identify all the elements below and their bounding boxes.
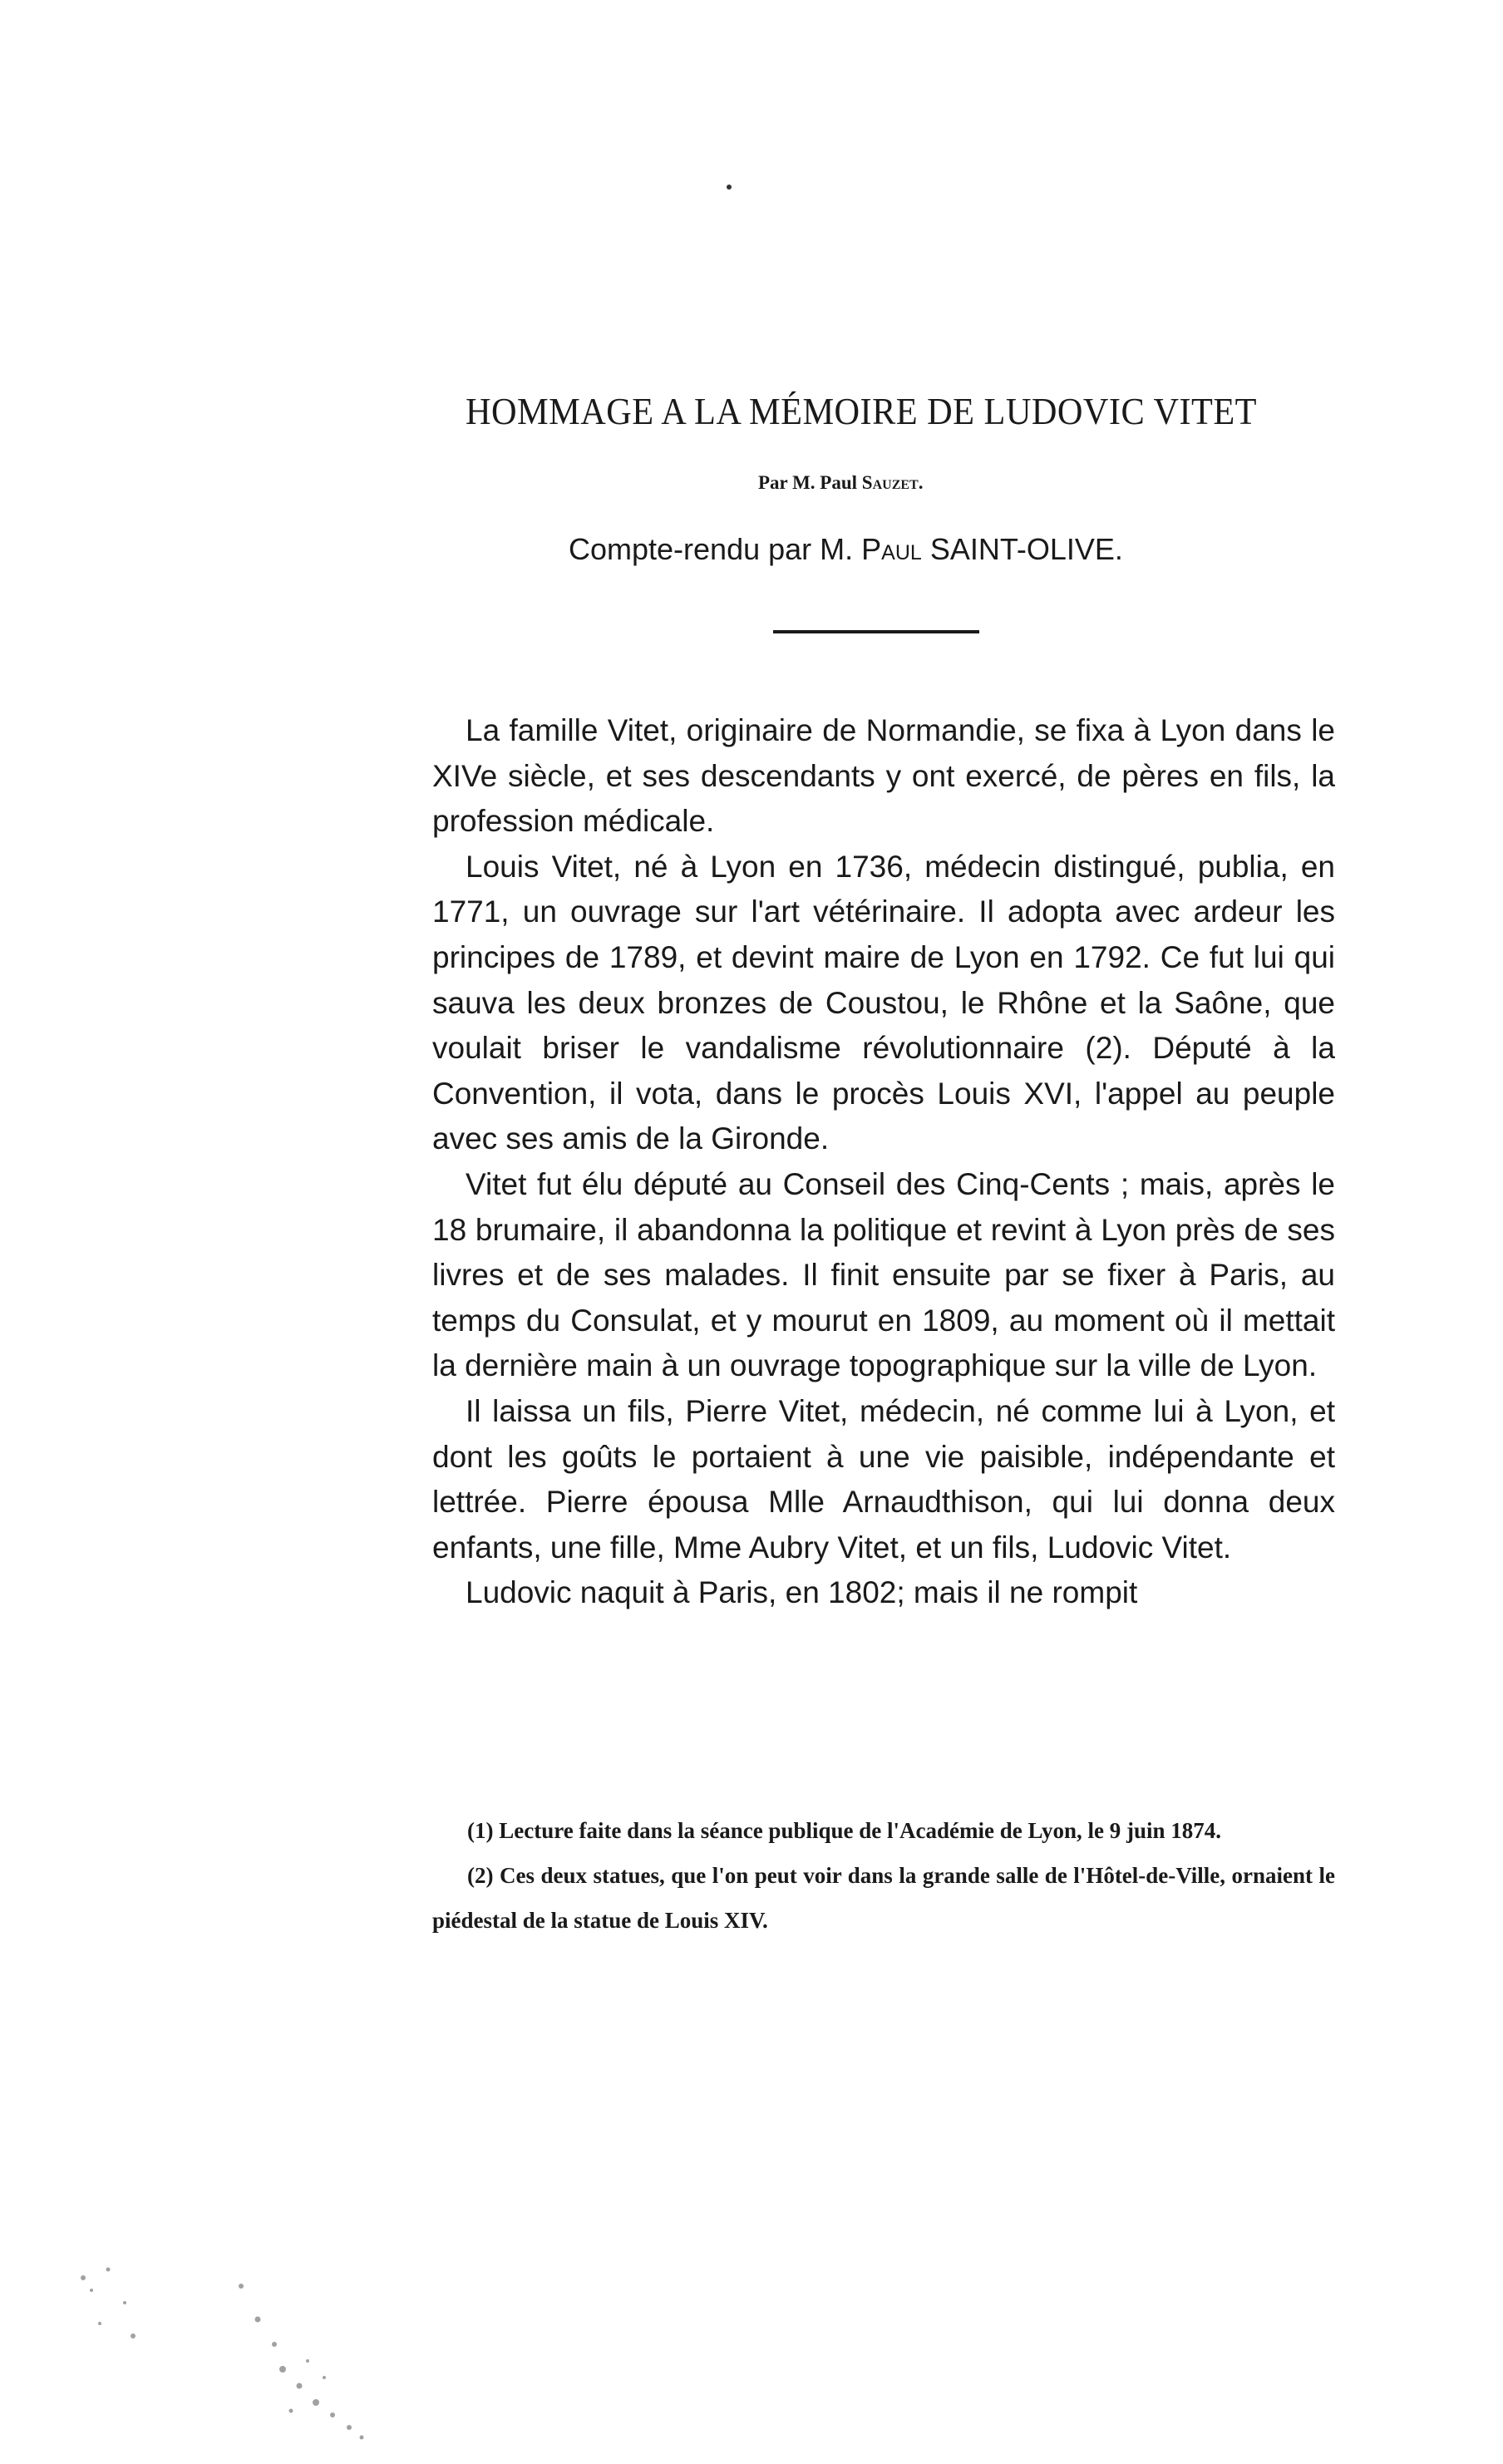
paragraph: La famille Vitet, originaire de Normandie, se fixa à Lyon dans le XIVe siècle, et ses descendants y ont exercé, de pères en fils, la profession médicale. — [432, 713, 1335, 839]
paragraph: Louis Vitet, né à Lyon en 1736, médecin distingué, publia, en 1771, un ouvrage sur l'art vétérinaire. Il adopta avec ardeur les principes de 1789, et devint maire de Lyon en 1792. Ce fut lui qui sauva les deux bronzes de Coustou, le Rhône et la Saône, que voulait briser le vandalisme révolutionnaire (2). Député à la Convention, il vota, dans le procès Louis XVI, l'appel au peuple avec ses amis de la Gironde. — [432, 849, 1335, 1156]
paragraph: Vitet fut élu député au Conseil des Cinq-Cents ; mais, après le 18 brumaire, il abandonna la politique et revint à Lyon près de ses livres et de ses malades. Il finit ensuite par se fixer à Paris, au temps du Consulat, et y mourut en 1809, au moment où il mettait la dernière main à un ouvrage topographique sur la ville de Lyon. — [432, 1166, 1335, 1383]
reviewer-first-name: Paul — [861, 532, 922, 566]
paragraph: Ludovic naquit à Paris, en 1802; mais il ne rompit — [466, 1575, 1138, 1610]
article-body — [432, 708, 1335, 1616]
separator-rule — [773, 630, 979, 633]
author-prefix: Par M. Paul — [758, 472, 858, 493]
reviewer-last-name: SAINT-OLIVE. — [929, 532, 1123, 566]
reviewer-line — [569, 532, 1123, 567]
ink-speck — [727, 185, 732, 190]
footnote: (2) Ces deux statues, que l'on peut voir dans la grande salle de l'Hôtel-de-Ville, ornaient le piédestal de la statue de Louis XIV. — [432, 1863, 1335, 1933]
footnotes — [432, 1808, 1335, 1943]
author-name: Sauzet. — [861, 472, 924, 493]
article-title: HOMMAGE A LA MÉMOIRE DE LUDOVIC VITET — [466, 390, 1257, 432]
paragraph: Il laissa un fils, Pierre Vitet, médecin, né comme lui à Lyon, et dont les goûts le portaient à une vie paisible, indépendante et lettrée. Pierre épousa Mlle Arnaudthison, qui lui donna deux enfants, une fille, Mme Aubry Vitet, et un fils, Ludovic Vitet. — [432, 1393, 1335, 1565]
footnote: (1) Lecture faite dans la séance publique de l'Académie de Lyon, le 9 juin 1874. — [467, 1818, 1222, 1843]
author-line — [758, 472, 923, 494]
scan-smudge-mark — [33, 2245, 399, 2444]
reviewer-prefix: Compte-rendu par M. — [569, 532, 854, 566]
